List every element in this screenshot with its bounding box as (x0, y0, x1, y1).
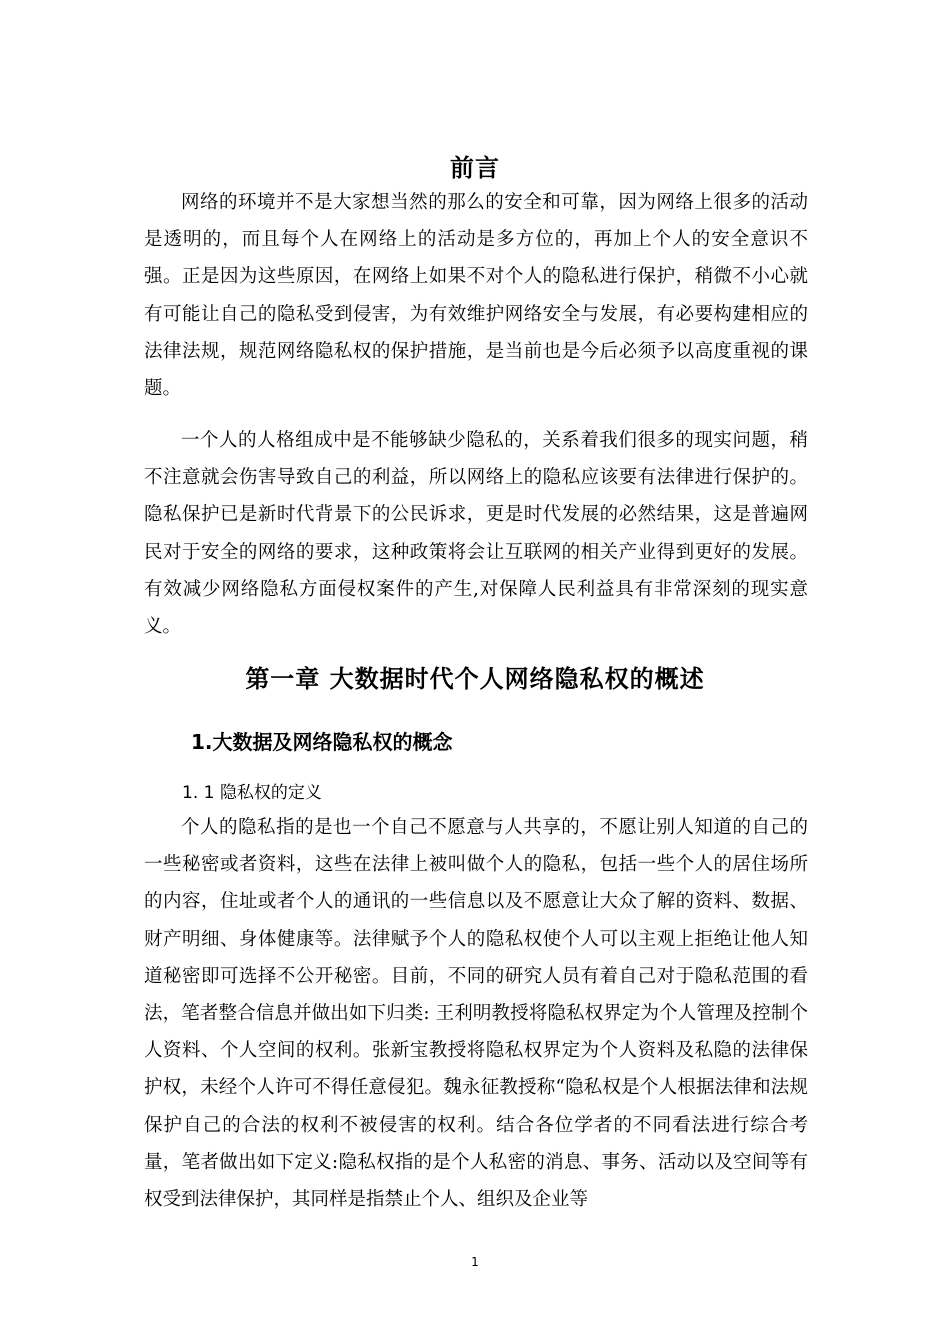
preface-title: 前言 (450, 154, 500, 182)
chapter-title: 第一章 大数据时代个人网络隐私权的概述 (245, 665, 705, 693)
section-title: 1.大数据及网络隐私权的概念 (191, 730, 453, 754)
preface-paragraph-2: 一个人的人格组成中是不能够缺少隐私的，关系着我们很多的现实问题，稍不注意就会伤害导致自己的利益，所以网络上的隐私应该要有法律进行保护的。隐私保护已是新时代背景下的公民诉求，更是时代发展的必然结果，这是普遍网民对于安全的网络的要求，这种政策将会让互联网的相关产业得到更好的发展。有效减少网络隐私方面侵权案件的产生,对保障人民利益具有非常深刻的现实意义。 (144, 430, 808, 638)
body-paragraph: 个人的隐私指的是也一个自己不愿意与人共享的，不愿让别人知道的自己的一些秘密或者资料，这些在法律上被叫做个人的隐私，包括一些个人的居住场所的内容，住址或者个人的通讯的一些信息以及不愿意让大众了解的资料、数据、财产明细、身体健康等。法律赋予个人的隐私权使个人可以主观上拒绝让他人知道秘密即可选择不公开秘密。目前，不同的研究人员有着自己对于隐私范围的看法，笔者整合信息并做出如下归类: 王利明教授将隐私权界定为个人管理及控制个人资料、个人空间的权利。张新宝教授将隐私权界定为个人资料及私隐的法律保护权，未经个人许可不得任意侵犯。魏永征教授称“隐私权是个人根据法律和法规保护自己的合法的权利不被侵害的权利。结合各位学者的不同看法进行综合考量，笔者做出如下定义:隐私权指的是个人私密的消息、事务、活动以及空间等有权受到法律保护，其同样是指禁止个人、组织及企业等 (144, 817, 808, 1211)
page-number: 1 (471, 1255, 479, 1269)
preface-paragraph-1: 网络的环境并不是大家想当然的那么的安全和可靠，因为网络上很多的活动是透明的，而且每个人在网络上的活动是多方位的，再加上个人的安全意识不强。正是因为这些原因，在网络上如果不对个人的隐私进行保护，稍微不小心就有可能让自己的隐私受到侵害，为有效维护网络安全与发展，有必要构建相应的法律法规，规范网络隐私权的保护措施，是当前也是今后必须予以高度重视的课题。 (144, 192, 808, 400)
subsection-title: 1. 1 隐私权的定义 (182, 783, 322, 803)
